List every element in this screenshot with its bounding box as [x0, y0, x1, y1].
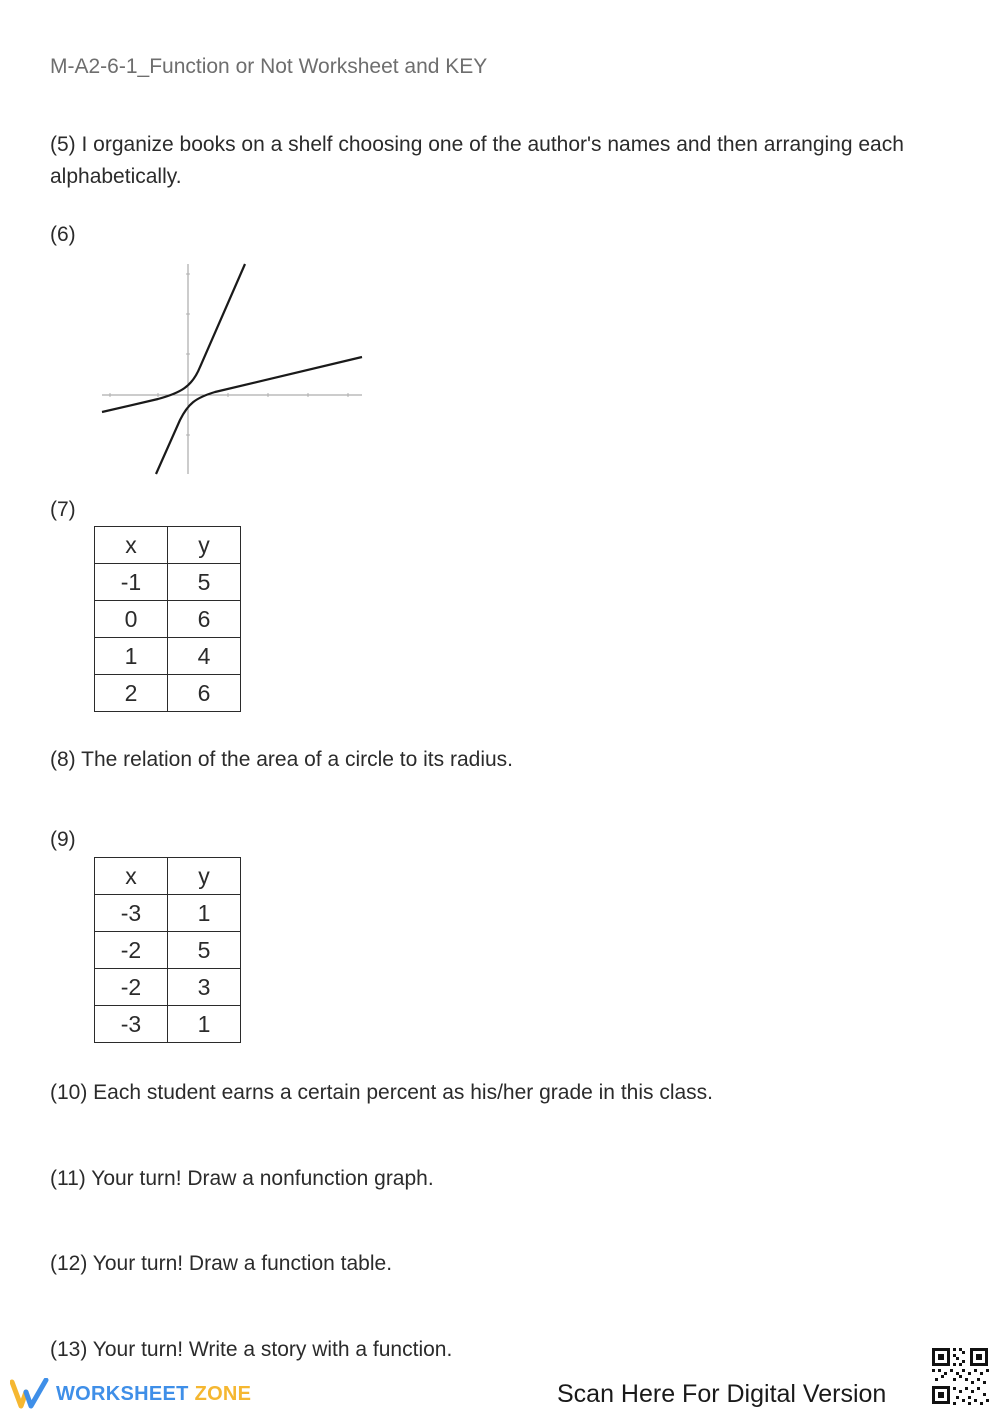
- table-cell-x: -2: [95, 932, 168, 969]
- table-header-row: [95, 858, 241, 895]
- table-header-y: y: [168, 858, 241, 895]
- table-cell-y: 1: [168, 895, 241, 932]
- table-row: [95, 675, 241, 712]
- question-9-label: (9): [50, 828, 76, 851]
- question-6-label: (6): [50, 223, 76, 246]
- question-5: (5) I organize books on a shelf choosing one of the author's names and then arranging each alphabetically.: [50, 133, 904, 188]
- table-row: [95, 969, 241, 1006]
- brand-name: WORKSHEET ZONE: [56, 1382, 252, 1405]
- table-cell-x: 2: [95, 675, 168, 712]
- table-row: [95, 895, 241, 932]
- question-13: (13) Your turn! Write a story with a function.: [50, 1338, 453, 1361]
- question-6-graph: [100, 262, 364, 476]
- question-12: (12) Your turn! Draw a function table.: [50, 1252, 393, 1275]
- table-header-y: y: [168, 527, 241, 564]
- table-cell-y: 3: [168, 969, 241, 1006]
- table-row: [95, 1006, 241, 1043]
- question-7-table: [94, 526, 241, 712]
- table-cell-x: -3: [95, 1006, 168, 1043]
- table-cell-x: -3: [95, 895, 168, 932]
- table-header-x: x: [95, 527, 168, 564]
- qr-code-icon[interactable]: [928, 1344, 992, 1408]
- table-cell-y: 4: [168, 638, 241, 675]
- table-row: [95, 601, 241, 638]
- worksheetzone-logo[interactable]: [10, 1378, 251, 1410]
- table-row: [95, 564, 241, 601]
- scan-here-text: Scan Here For Digital Version: [557, 1380, 887, 1408]
- table-cell-x: -2: [95, 969, 168, 1006]
- question-11: (11) Your turn! Draw a nonfunction graph.: [50, 1167, 434, 1190]
- graph-curve-gentle-branch: [156, 357, 362, 474]
- question-10: (10) Each student earns a certain percent as his/her grade in this class.: [50, 1081, 714, 1104]
- table-cell-x: 0: [95, 601, 168, 638]
- table-row: [95, 638, 241, 675]
- table-row: [95, 932, 241, 969]
- question-9-table: [94, 857, 241, 1043]
- question-7-label: (7): [50, 498, 76, 521]
- document-title: M-A2-6-1_Function or Not Worksheet and KEY: [50, 55, 488, 78]
- question-8: (8) The relation of the area of a circle to its radius.: [50, 748, 514, 771]
- table-cell-y: 6: [168, 601, 241, 638]
- table-cell-x: 1: [95, 638, 168, 675]
- table-header-row: [95, 527, 241, 564]
- worksheetzone-w-icon: [10, 1378, 50, 1410]
- table-cell-y: 5: [168, 932, 241, 969]
- table-cell-y: 5: [168, 564, 241, 601]
- table-cell-x: -1: [95, 564, 168, 601]
- table-cell-y: 1: [168, 1006, 241, 1043]
- table-cell-y: 6: [168, 675, 241, 712]
- table-header-x: x: [95, 858, 168, 895]
